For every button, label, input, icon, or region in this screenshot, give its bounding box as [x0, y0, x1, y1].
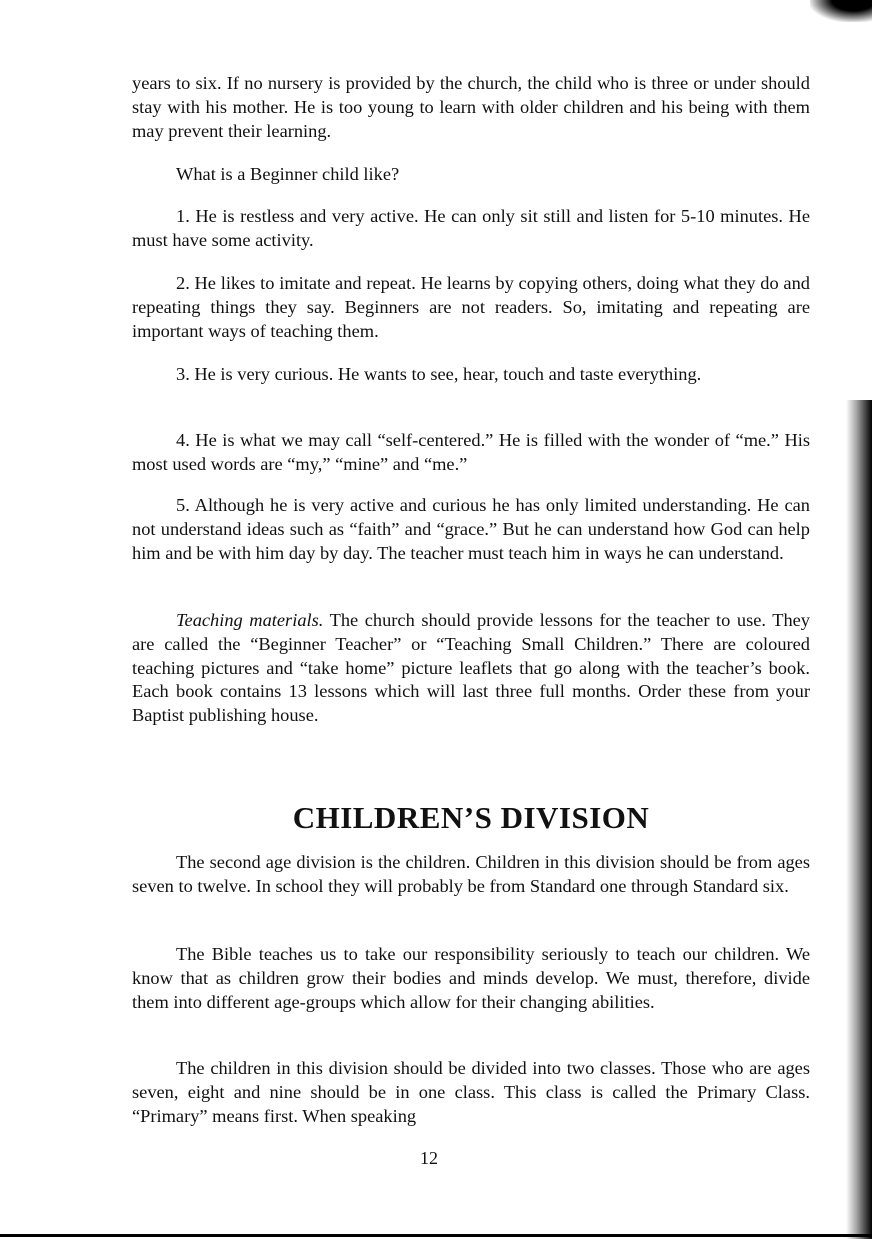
- page-number: 12: [420, 1148, 438, 1168]
- list-item: 1. He is restless and very active. He can only sit still and listen for 5-10 minutes. He must have some activity.: [132, 206, 810, 250]
- list-item: 5. Although he is very active and curious he has only limited understanding. He can not understand ideas such as “faith” and “grace.” But he can understand how God can help him and be with him day by day. The teacher must teach him in ways he can understand.: [132, 495, 810, 563]
- intro-block: [132, 72, 810, 143]
- section-paragraph-2-block: [132, 943, 810, 1014]
- section-paragraph: The Bible teaches us to take our responsibility seriously to teach our children. We know that as children grow their bodies and minds develop. We must, therefore, divide them into different age-groups which allow for their changing abilities.: [132, 944, 810, 1012]
- list-item-2-block: [132, 272, 810, 343]
- list-item: 2. He likes to imitate and repeat. He learns by copying others, doing what they do and repeating things they say. Beginners are not readers. So, imitating and repeating are important ways of teaching them.: [132, 273, 810, 341]
- list-item-3-block: [132, 363, 810, 387]
- section-paragraph: The children in this division should be divided into two classes. Those who are ages seven, eight and nine should be in one class. This class is called the Primary Class. “Primary” means first. When speaking: [132, 1058, 810, 1126]
- list-item-5-block: [132, 494, 810, 565]
- question-line: What is a Beginner child like?: [176, 164, 400, 184]
- section-heading: CHILDREN’S DIVISION: [292, 800, 650, 835]
- list-item-4-block: [132, 429, 810, 477]
- scan-corner-mark: [810, 0, 872, 22]
- list-item: 3. He is very curious. He wants to see, hear, touch and taste everything.: [176, 364, 702, 384]
- intro-paragraph: years to six. If no nursery is provided by the church, the child who is three or under should stay with his mother. He is too young to learn with older children and his being with them may prevent their learning.: [132, 73, 810, 141]
- materials-text: The church should provide lessons for the teacher to use. They are called the “Beginner Teacher” or “Teaching Small Children.” There are coloured teaching pictures and “take home” picture leaflets that go along with the teacher’s book. Each book contains 13 lessons which will last three full months. Order these from your Baptist publishing house.: [132, 610, 810, 726]
- scan-edge-shadow: [846, 400, 872, 1239]
- materials-label: Teaching materials.: [176, 610, 324, 630]
- list-item: 4. He is what we may call “self-centered.” He is filled with the wonder of “me.” His most used words are “my,” “mine” and “me.”: [132, 430, 810, 474]
- materials-paragraph: [132, 609, 810, 728]
- section-paragraph-3-block: [132, 1057, 810, 1128]
- materials-block: [132, 609, 810, 728]
- question-block: [132, 163, 810, 187]
- section-paragraph-1-block: [132, 851, 810, 899]
- section-paragraph: The second age division is the children. Children in this division should be from ages seven to twelve. In school they will probably be from Standard one through Standard six.: [132, 852, 810, 896]
- list-item-1-block: [132, 205, 810, 253]
- scan-bottom-edge: [0, 1234, 872, 1237]
